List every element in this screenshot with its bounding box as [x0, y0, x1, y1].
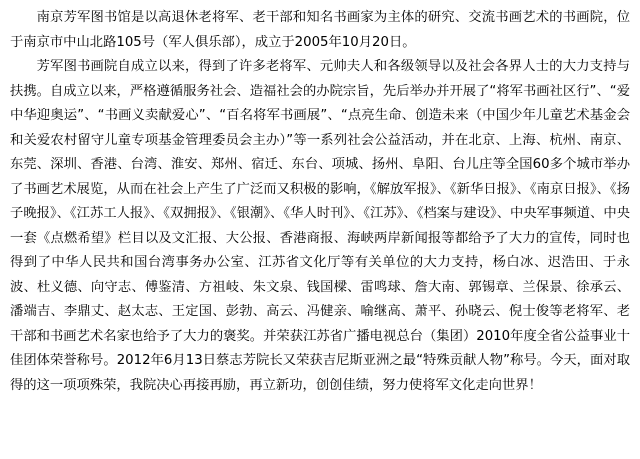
- paragraph-2: 芳军图书画院自成立以来，得到了许多老将军、元帅夫人和各级领导以及社会各界人士的大力支持与扶携。自成立以来，严格遵循服务社会、造福社会的办院宗旨，先后举办并开展了“将军书画社区行”、“爱中华迎奥运”、“书画义卖献爱心”、“百名将军书画展”、“点亮生命、创造未来（中国少年儿童艺术基金会和关爱农村留守儿童专项基金管理委员会主办）”等一系列社会公益活动，并在北京、上海、杭州、南京、东莞、深圳、香港、台湾、淮安、郑州、宿迁、东台、项城、扬州、阜阳、台儿庄等全国60多个城市举办了书画艺术展览，从而在社会上产生了广泛而又积极的影响，《解放军报》、《新华日报》、《南京日报》、《扬子晚报》、《江苏工人报》、《双拥报》、《银潮》、《华人时刊》、《江苏》、《档案与建设》、中央军事频道、中央一套《点燃希望》栏目以及文汇报、大公报、香港商报、海峡两岸新闻报等都给予了大力的宣传，同时也得到了中华人民共和国台湾事务办公室、江苏省文化厅等有关单位的大力支持，杨白冰、迟浩田、于永波、杜义德、向守志、傅鉴清、方祖岐、朱文泉、钱国樑、雷鸣球、詹大南、郭锡章、兰保景、徐承云、潘端吉、李鼎丈、赵太志、王定国、彭勃、高云、冯健亲、喻继高、萧平、孙晓云、倪士俊等老将军、老干部和书画艺术名家也给予了大力的褒奖。并荣获江苏省广播电视总台（集团）2010年度全省公益事业十佳团体荣誉称号。2012年6月13日蔡志芳院长又荣获吉尼斯亚洲之最“特殊贡献人物”称号。今天，面对取得的这一项项殊荣，我院决心再接再励，再立新功，创创佳绩，努力使将军文化走向世界！: [10, 59, 630, 393]
- paragraph-1: 南京芳军图书馆是以高退休老将军、老干部和知名书画家为主体的研究、交流书画艺术的书画院，位于南京市中山北路105号（军人俱乐部），成立于2005年10月20日。: [10, 10, 630, 50]
